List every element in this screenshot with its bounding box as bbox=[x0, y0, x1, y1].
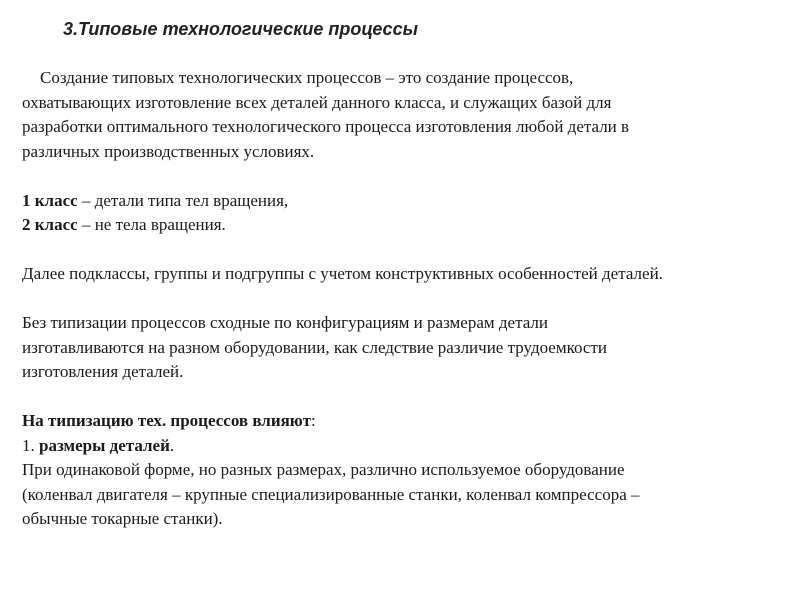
influence-item-1 bbox=[22, 434, 792, 459]
typization-line-1: Без типизации процессов сходные по конфигурациям и размерам детали bbox=[22, 313, 549, 332]
spacer bbox=[22, 287, 792, 312]
class-1-label: 1 класс bbox=[22, 190, 78, 210]
influence-item-1-number: 1. bbox=[22, 435, 39, 455]
slide-body bbox=[22, 66, 792, 532]
class-2-text: – не тела вращения. bbox=[77, 215, 226, 234]
class-2-line bbox=[22, 213, 792, 238]
influence-line-1: При одинаковой форме, но разных размерах, различно используемое оборудование bbox=[22, 460, 625, 479]
slide-title: 3.Типовые технологические процессы bbox=[63, 19, 418, 39]
intro-line-2: охватывающих изготовление всех деталей данного класса, и служащих базой для bbox=[22, 92, 612, 112]
influence-line-3: обычные токарные станки). bbox=[22, 509, 223, 528]
class-1-text: – детали типа тел вращения, bbox=[77, 190, 289, 210]
influence-heading: На типизацию тех. процессов влияют bbox=[22, 411, 311, 430]
intro-line-4: различных производственных условиях. bbox=[22, 141, 315, 161]
spacer bbox=[22, 385, 792, 410]
class-2-label: 2 класс bbox=[22, 215, 78, 234]
intro-line-1: Создание типовых технологических процессов – это создание процессов, bbox=[40, 68, 574, 87]
influence-line-2: (коленвал двигателя – крупные специализированные станки, коленвал компрессора – bbox=[22, 484, 640, 504]
subclasses-line: Далее подклассы, группы и подгруппы с учетом конструктивных особенностей деталей. bbox=[22, 264, 663, 283]
spacer bbox=[22, 238, 792, 263]
typization-line-2: изготавливаются на разном оборудовании, как следствие различие трудоемкости bbox=[22, 337, 607, 357]
typization-line-3: изготовления деталей. bbox=[22, 362, 184, 381]
influence-heading-line bbox=[22, 409, 792, 434]
influence-item-1-label: размеры деталей bbox=[39, 435, 170, 455]
influence-item-1-suffix: . bbox=[169, 435, 175, 455]
class-1-line bbox=[22, 189, 792, 214]
spacer bbox=[22, 164, 792, 189]
influence-heading-suffix: : bbox=[310, 411, 316, 430]
intro-line-3: разработки оптимального технологического процесса изготовления любой детали в bbox=[22, 117, 630, 136]
